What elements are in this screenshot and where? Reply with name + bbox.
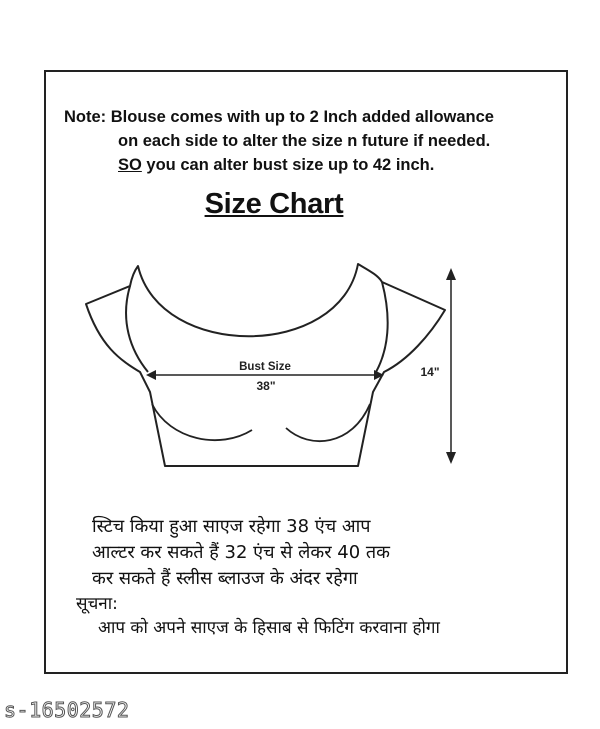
notice-label: सूचना: <box>76 594 118 614</box>
bust-size-value: 38" <box>256 379 276 393</box>
bust-size-label: Bust Size <box>239 361 291 373</box>
notice-text: आप को अपने साएज के हिसाब से फिटिंग करवाना होगा <box>98 618 440 638</box>
hindi-line-1: स्टिच किया हुआ साएज रहेगा 38 एंच आप <box>92 516 371 537</box>
note-line-2: on each side to alter the size n future if needed. <box>118 132 491 150</box>
sku-watermark: s-16502572 <box>4 698 130 722</box>
hindi-line-2: आल्टर कर सकते हैं 32 एंच से लेकर 40 तक <box>92 542 391 563</box>
length-arrow-top-head <box>446 268 456 280</box>
note-line-3-rest: you can alter bust size up to 42 inch. <box>141 156 435 174</box>
hindi-instructions <box>92 514 390 592</box>
size-chart-title: Size Chart <box>204 188 344 220</box>
length-value: 14" <box>420 365 440 379</box>
hindi-line-3: कर सकते हैं स्लीस ब्लाउज के अंदर रहेगा <box>92 568 358 589</box>
length-arrow-bottom-head <box>446 452 456 464</box>
note-line-1: Note: Blouse comes with up to 2 Inch added allowance <box>64 108 494 126</box>
note-so: SO <box>118 156 142 174</box>
